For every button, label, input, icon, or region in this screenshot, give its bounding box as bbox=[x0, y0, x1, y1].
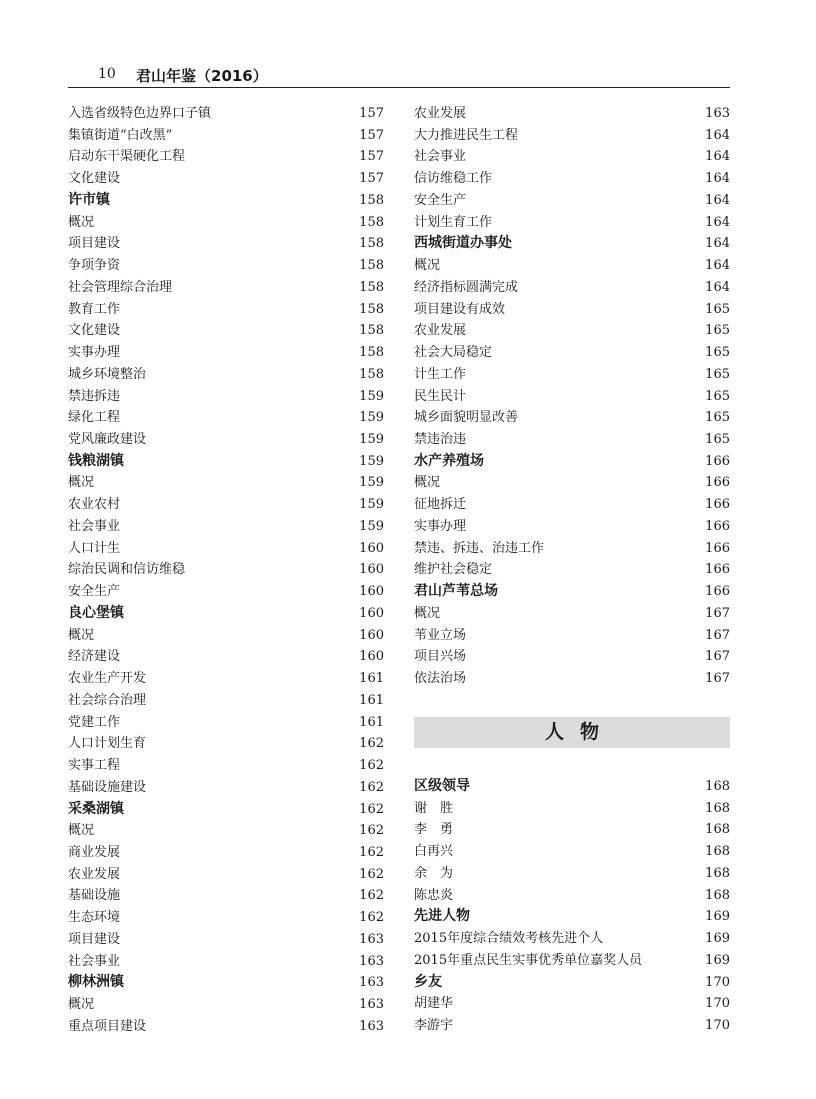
toc-entry[interactable] bbox=[414, 342, 730, 364]
toc-page-number: 165 bbox=[705, 366, 730, 382]
toc-entry-title: 农业农村 bbox=[68, 497, 121, 513]
toc-section-heading[interactable] bbox=[68, 972, 384, 994]
toc-entry[interactable] bbox=[68, 690, 384, 712]
toc-entry[interactable] bbox=[414, 103, 730, 125]
toc-entry[interactable] bbox=[414, 472, 730, 494]
toc-entry[interactable] bbox=[414, 146, 730, 168]
toc-page-number: 164 bbox=[705, 214, 730, 230]
toc-entry[interactable] bbox=[68, 864, 384, 886]
toc-entry-title: 概况 bbox=[68, 214, 95, 230]
toc-entry[interactable] bbox=[414, 168, 730, 190]
toc-entry[interactable] bbox=[68, 103, 384, 125]
toc-entry-title: 农业发展 bbox=[414, 323, 467, 339]
toc-entry[interactable] bbox=[68, 842, 384, 864]
toc-entry-title: 陈忠炎 bbox=[414, 887, 454, 903]
toc-page-number: 164 bbox=[705, 171, 730, 187]
toc-entry[interactable] bbox=[68, 994, 384, 1016]
toc-entry-title: 实事工程 bbox=[68, 758, 121, 774]
toc-entry[interactable] bbox=[68, 733, 384, 755]
toc-page-number: 157 bbox=[359, 149, 384, 165]
toc-entry-title: 区级领导 bbox=[414, 778, 470, 794]
toc-page-number: 160 bbox=[359, 627, 384, 643]
toc-left-column bbox=[68, 103, 384, 1038]
toc-page-number: 159 bbox=[359, 453, 384, 469]
toc-entry-title: 争项争资 bbox=[68, 258, 121, 274]
toc-page-number: 162 bbox=[359, 801, 384, 817]
toc-entry-title: 商业发展 bbox=[68, 844, 121, 860]
toc-page-number: 170 bbox=[705, 974, 730, 990]
toc-entry[interactable] bbox=[68, 581, 384, 603]
toc-page-number: 166 bbox=[705, 584, 730, 600]
toc-entry-title: 胡建华 bbox=[414, 996, 454, 1012]
toc-entry-title: 苇业立场 bbox=[414, 627, 467, 643]
toc-entry-title: 2015年重点民生实事优秀单位嘉奖人员 bbox=[414, 952, 643, 968]
toc-entry-title: 社会事业 bbox=[68, 953, 121, 969]
toc-entry[interactable] bbox=[68, 951, 384, 973]
toc-entry-title: 概况 bbox=[68, 823, 95, 839]
toc-page-number: 168 bbox=[705, 822, 730, 838]
toc-section-heading[interactable] bbox=[68, 451, 384, 473]
toc-page-number: 157 bbox=[359, 106, 384, 121]
toc-page-number: 165 bbox=[705, 345, 730, 361]
toc-entry-title: 生态环境 bbox=[68, 910, 121, 926]
toc-entry[interactable] bbox=[68, 407, 384, 429]
toc-page-number: 162 bbox=[359, 736, 384, 752]
toc-entry-title: 文化建设 bbox=[68, 171, 121, 187]
toc-entry-title: 农业发展 bbox=[68, 866, 121, 882]
toc-entry[interactable] bbox=[68, 820, 384, 842]
toc-page-number: 165 bbox=[705, 410, 730, 426]
toc-page-number: 162 bbox=[359, 888, 384, 904]
toc-entry-title: 李游宇 bbox=[414, 1018, 454, 1034]
toc-entry-title: 钱粮湖镇 bbox=[68, 452, 124, 469]
toc-entry-title: 概况 bbox=[68, 627, 95, 643]
toc-page-number: 158 bbox=[359, 323, 384, 339]
toc-entry[interactable] bbox=[68, 212, 384, 234]
toc-page-number: 165 bbox=[705, 388, 730, 404]
toc-entry[interactable] bbox=[68, 559, 384, 581]
toc-page-number: 168 bbox=[705, 844, 730, 860]
toc-entry-title: 余 为 bbox=[414, 865, 454, 881]
toc-page-number: 168 bbox=[705, 779, 730, 794]
toc-page-number: 170 bbox=[705, 996, 730, 1012]
toc-entry-title: 社会事业 bbox=[414, 149, 467, 165]
toc-entry[interactable] bbox=[414, 950, 730, 972]
toc-entry[interactable] bbox=[414, 212, 730, 234]
toc-entry-title: 项目建设 bbox=[68, 236, 121, 252]
toc-entry[interactable] bbox=[414, 386, 730, 408]
toc-entry-title: 信访维稳工作 bbox=[414, 171, 493, 187]
toc-page-number: 169 bbox=[705, 909, 730, 925]
toc-entry-title: 概况 bbox=[414, 258, 441, 274]
toc-page-number: 167 bbox=[705, 649, 730, 665]
toc-page-number: 163 bbox=[705, 106, 730, 121]
toc-entry[interactable] bbox=[68, 342, 384, 364]
toc-entry[interactable] bbox=[68, 472, 384, 494]
toc-entry-title: 水产养殖场 bbox=[414, 452, 484, 469]
toc-page-number: 162 bbox=[359, 866, 384, 882]
toc-entry[interactable] bbox=[414, 993, 730, 1015]
toc-entry-title: 基础设施 bbox=[68, 888, 121, 904]
toc-page-number: 158 bbox=[359, 258, 384, 274]
toc-entry-title: 李 勇 bbox=[414, 822, 454, 838]
toc-entry-title: 谢 胜 bbox=[414, 800, 454, 816]
toc-page-number: 165 bbox=[705, 301, 730, 317]
toc-entry-title: 禁违拆违 bbox=[68, 388, 121, 404]
toc-entry[interactable] bbox=[414, 429, 730, 451]
toc-entry[interactable] bbox=[68, 364, 384, 386]
toc-entry[interactable] bbox=[414, 668, 730, 690]
toc-entry-title: 概况 bbox=[414, 475, 441, 491]
toc-page-number: 163 bbox=[359, 997, 384, 1013]
toc-page-number: 164 bbox=[705, 236, 730, 252]
toc-page-number: 164 bbox=[705, 192, 730, 208]
toc-page-number: 160 bbox=[359, 540, 384, 556]
toc-entry-title: 概况 bbox=[68, 475, 95, 491]
toc-entry-title: 项目建设 bbox=[68, 931, 121, 947]
toc-page-number: 165 bbox=[705, 323, 730, 339]
toc-entry[interactable] bbox=[414, 819, 730, 841]
toc-entry-title: 城乡环境整治 bbox=[68, 366, 147, 382]
toc-entry[interactable] bbox=[68, 516, 384, 538]
toc-entry-title: 概况 bbox=[68, 997, 95, 1013]
toc-entry-title: 社会管理综合治理 bbox=[68, 279, 173, 295]
toc-entry-title: 党建工作 bbox=[68, 714, 121, 730]
toc-entry[interactable] bbox=[414, 798, 730, 820]
toc-page-number: 163 bbox=[359, 975, 384, 991]
toc-entry-title: 启动东干渠硬化工程 bbox=[68, 149, 186, 165]
toc-page-number: 157 bbox=[359, 127, 384, 143]
toc-entry[interactable] bbox=[414, 299, 730, 321]
toc-entry-title: 2015年度综合绩效考核先进个人 bbox=[414, 931, 604, 947]
running-header bbox=[68, 63, 730, 88]
toc-page-number: 157 bbox=[359, 171, 384, 187]
toc-entry[interactable] bbox=[414, 516, 730, 538]
toc-page-number: 164 bbox=[705, 279, 730, 295]
toc-page-number: 160 bbox=[359, 605, 384, 621]
toc-entry-title: 经济指标圆满完成 bbox=[414, 279, 519, 295]
toc-entry[interactable] bbox=[414, 125, 730, 147]
toc-entry[interactable] bbox=[414, 603, 730, 625]
toc-entry[interactable] bbox=[414, 407, 730, 429]
toc-entry[interactable] bbox=[68, 429, 384, 451]
toc-entry-title: 社会综合治理 bbox=[68, 692, 147, 708]
toc-entry[interactable] bbox=[68, 386, 384, 408]
toc-entry-title: 柳林洲镇 bbox=[68, 974, 124, 991]
toc-page-number: 167 bbox=[705, 605, 730, 621]
toc-page-number: 158 bbox=[359, 236, 384, 252]
toc-entry-title: 许市镇 bbox=[68, 191, 110, 208]
toc-page-number: 163 bbox=[359, 1018, 384, 1034]
toc-page-number: 166 bbox=[705, 562, 730, 578]
toc-entry-title: 采桑湖镇 bbox=[68, 800, 124, 817]
toc-entry[interactable] bbox=[68, 646, 384, 668]
toc-entry-title: 基础设施建设 bbox=[68, 779, 147, 795]
toc-entry[interactable] bbox=[68, 668, 384, 690]
toc-entry[interactable] bbox=[68, 146, 384, 168]
toc-entry[interactable] bbox=[414, 885, 730, 907]
toc-page-number: 168 bbox=[705, 800, 730, 816]
toc-entry[interactable] bbox=[414, 863, 730, 885]
toc-entry-title: 教育工作 bbox=[68, 301, 121, 317]
toc-page-number: 169 bbox=[705, 952, 730, 968]
toc-entry[interactable] bbox=[414, 494, 730, 516]
toc-entry-title: 西城街道办事处 bbox=[414, 235, 512, 252]
toc-page-number: 166 bbox=[705, 453, 730, 469]
toc-section-heading[interactable] bbox=[414, 972, 730, 994]
toc-entry[interactable] bbox=[68, 299, 384, 321]
toc-page-number: 167 bbox=[705, 671, 730, 687]
toc-page-number: 160 bbox=[359, 584, 384, 600]
toc-page-number: 161 bbox=[359, 714, 384, 730]
toc-page-number: 160 bbox=[359, 562, 384, 578]
toc-entry[interactable] bbox=[414, 646, 730, 668]
toc-entry[interactable] bbox=[68, 777, 384, 799]
toc-entry-title: 计划生育工作 bbox=[414, 214, 493, 230]
toc-entry[interactable] bbox=[68, 929, 384, 951]
toc-page-number: 161 bbox=[359, 692, 384, 708]
toc-entry[interactable] bbox=[68, 277, 384, 299]
toc-page-number: 166 bbox=[705, 497, 730, 513]
toc-entry-title: 依法治场 bbox=[414, 671, 467, 687]
toc-page-number: 164 bbox=[705, 258, 730, 274]
toc-section-heading[interactable] bbox=[68, 190, 384, 212]
toc-entry[interactable] bbox=[414, 190, 730, 212]
toc-entry-title: 城乡面貌明显改善 bbox=[414, 410, 519, 426]
toc-entry[interactable] bbox=[68, 255, 384, 277]
toc-page-number: 169 bbox=[705, 931, 730, 947]
toc-page-number: 167 bbox=[705, 627, 730, 643]
toc-entry[interactable] bbox=[68, 494, 384, 516]
toc-page-number: 158 bbox=[359, 301, 384, 317]
running-title: 君山年鉴（2016） bbox=[136, 67, 268, 85]
toc-entry-title: 安全生产 bbox=[414, 192, 467, 208]
toc-entry-title: 项目兴场 bbox=[414, 649, 467, 665]
toc-entry[interactable] bbox=[68, 1016, 384, 1038]
toc-entry-title: 文化建设 bbox=[68, 323, 121, 339]
toc-page-number: 158 bbox=[359, 192, 384, 208]
toc-entry-title: 人口计划生育 bbox=[68, 736, 147, 752]
toc-page-number: 168 bbox=[705, 887, 730, 903]
toc-page-number: 159 bbox=[359, 388, 384, 404]
toc-entry-title: 集镇街道“白改黑” bbox=[68, 127, 173, 143]
toc-page-number: 170 bbox=[705, 1018, 730, 1034]
toc-entry-title: 入选省级特色边界口子镇 bbox=[68, 106, 212, 121]
toc-section-heading[interactable] bbox=[414, 776, 730, 798]
toc-entry[interactable] bbox=[414, 625, 730, 647]
toc-entry[interactable] bbox=[414, 255, 730, 277]
toc-entry[interactable] bbox=[68, 125, 384, 147]
toc-entry-title: 民生民计 bbox=[414, 388, 467, 404]
toc-page-number: 159 bbox=[359, 410, 384, 426]
toc-entry-title: 先进人物 bbox=[414, 908, 470, 925]
toc-section-heading[interactable] bbox=[414, 581, 730, 603]
toc-entry[interactable] bbox=[414, 277, 730, 299]
toc-entry[interactable] bbox=[414, 1015, 730, 1037]
toc-entry-title: 禁违、拆违、治违工作 bbox=[414, 540, 545, 556]
toc-entry-title: 实事办理 bbox=[68, 345, 121, 361]
toc-page-number: 163 bbox=[359, 931, 384, 947]
toc-section-heading[interactable] bbox=[414, 233, 730, 255]
toc-entry-title: 良心堡镇 bbox=[68, 604, 124, 621]
toc-section-heading[interactable] bbox=[68, 603, 384, 625]
toc-entry[interactable] bbox=[68, 625, 384, 647]
toc-page-number: 164 bbox=[705, 149, 730, 165]
toc-entry-title: 君山芦苇总场 bbox=[414, 583, 498, 600]
toc-entry-title: 党风廉政建设 bbox=[68, 432, 147, 448]
toc-page-number: 166 bbox=[705, 475, 730, 491]
page-number: 10 bbox=[98, 66, 116, 82]
toc-entry[interactable] bbox=[68, 712, 384, 734]
toc-entry-title: 计生工作 bbox=[414, 366, 467, 382]
toc-entry-title: 白再兴 bbox=[414, 844, 454, 860]
toc-entry-title: 绿化工程 bbox=[68, 410, 121, 426]
toc-entry-title: 大力推进民生工程 bbox=[414, 127, 519, 143]
toc-page-number: 162 bbox=[359, 844, 384, 860]
toc-page-number: 158 bbox=[359, 366, 384, 382]
toc-page-number: 164 bbox=[705, 127, 730, 143]
toc-entry[interactable] bbox=[414, 841, 730, 863]
toc-entry-title: 农业生产开发 bbox=[68, 671, 147, 687]
toc-page-number: 159 bbox=[359, 497, 384, 513]
toc-entry-title: 乡友 bbox=[414, 973, 442, 990]
toc-entry[interactable] bbox=[68, 168, 384, 190]
toc-entry-title: 征地拆迁 bbox=[414, 497, 467, 513]
toc-entry[interactable] bbox=[414, 538, 730, 560]
toc-page-number: 161 bbox=[359, 671, 384, 687]
toc-page-number: 158 bbox=[359, 345, 384, 361]
toc-page-number: 162 bbox=[359, 779, 384, 795]
toc-entry-title: 重点项目建设 bbox=[68, 1018, 147, 1034]
toc-entry[interactable] bbox=[68, 885, 384, 907]
section-banner-people: 人物 bbox=[414, 717, 730, 748]
toc-page-number: 162 bbox=[359, 758, 384, 774]
toc-page-number: 160 bbox=[359, 649, 384, 665]
toc-section-heading[interactable] bbox=[414, 451, 730, 473]
toc-entry-title: 安全生产 bbox=[68, 584, 121, 600]
toc-page-number: 163 bbox=[359, 953, 384, 969]
toc-page-number: 166 bbox=[705, 518, 730, 534]
toc-people-column bbox=[414, 776, 730, 1037]
toc-page-number: 159 bbox=[359, 475, 384, 491]
toc-entry-title: 社会大局稳定 bbox=[414, 345, 493, 361]
toc-entry-title: 概况 bbox=[414, 605, 441, 621]
toc-page-number: 159 bbox=[359, 518, 384, 534]
toc-entry[interactable] bbox=[68, 755, 384, 777]
toc-section-heading[interactable] bbox=[68, 799, 384, 821]
toc-page-number: 166 bbox=[705, 540, 730, 556]
toc-entry-title: 社会事业 bbox=[68, 518, 121, 534]
toc-entry[interactable] bbox=[68, 320, 384, 342]
toc-page-number: 159 bbox=[359, 432, 384, 448]
toc-page-number: 165 bbox=[705, 432, 730, 448]
toc-entry[interactable] bbox=[414, 928, 730, 950]
toc-page-number: 162 bbox=[359, 910, 384, 926]
toc-entry-title: 经济建设 bbox=[68, 649, 121, 665]
toc-entry-title: 人口计生 bbox=[68, 540, 121, 556]
toc-entry[interactable] bbox=[68, 907, 384, 929]
toc-entry-title: 项目建设有成效 bbox=[414, 301, 506, 317]
toc-entry-title: 农业发展 bbox=[414, 106, 467, 121]
toc-entry[interactable] bbox=[68, 538, 384, 560]
toc-entry[interactable] bbox=[414, 559, 730, 581]
toc-right-column bbox=[414, 103, 730, 690]
toc-entry[interactable] bbox=[68, 233, 384, 255]
toc-entry-title: 综治民调和信访维稳 bbox=[68, 562, 186, 578]
toc-page-number: 158 bbox=[359, 214, 384, 230]
toc-entry[interactable] bbox=[414, 320, 730, 342]
toc-entry-title: 维护社会稳定 bbox=[414, 562, 493, 578]
toc-page-number: 158 bbox=[359, 279, 384, 295]
toc-entry-title: 禁违治违 bbox=[414, 432, 467, 448]
toc-entry[interactable] bbox=[414, 364, 730, 386]
toc-page-number: 168 bbox=[705, 865, 730, 881]
toc-entry-title: 实事办理 bbox=[414, 518, 467, 534]
toc-page-number: 162 bbox=[359, 823, 384, 839]
toc-section-heading[interactable] bbox=[414, 906, 730, 928]
